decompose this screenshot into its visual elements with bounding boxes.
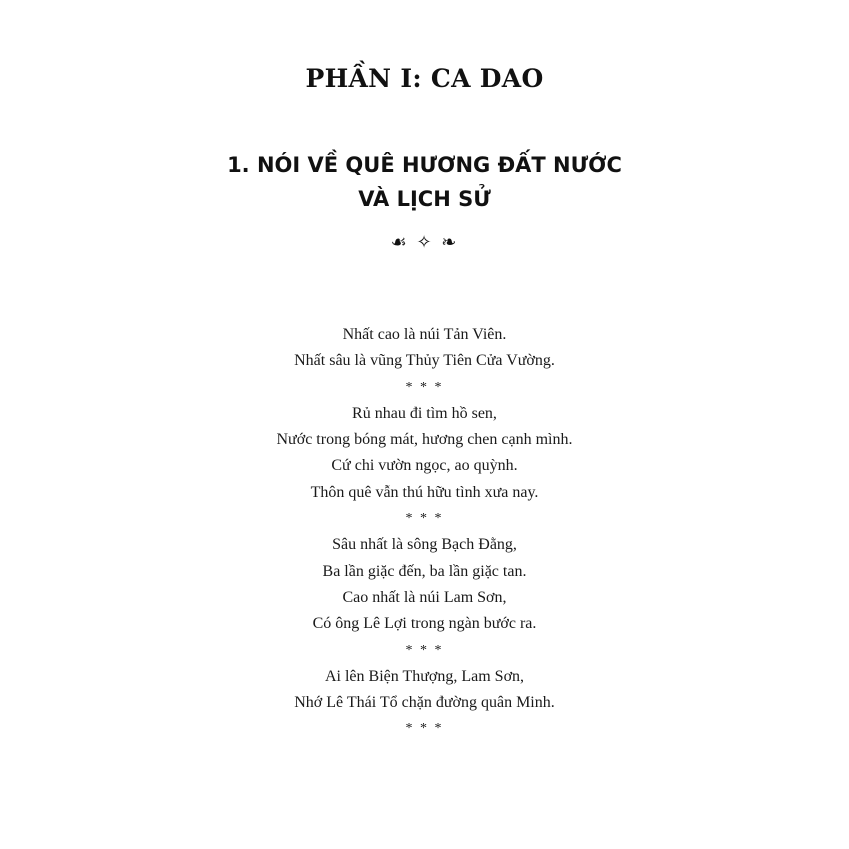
stanza-separator: * * * bbox=[405, 721, 444, 737]
poem-line: Ai lên Biện Thượng, Lam Sơn, bbox=[324, 667, 525, 685]
poem-line: Thôn quê vẫn thú hữu tình xưa nay. bbox=[310, 483, 539, 501]
poem-line: Cứ chi vườn ngọc, ao quỳnh. bbox=[331, 457, 518, 475]
stanza-separator: * * * bbox=[405, 642, 444, 658]
section-title-line-2: VÀ LỊCH SỬ bbox=[358, 187, 491, 211]
poem-line: Nhớ Lê Thái Tổ chặn đường quân Minh. bbox=[294, 694, 555, 712]
poem-line: Rủ nhau đi tìm hồ sen, bbox=[352, 404, 497, 422]
poem-line: Sâu nhất là sông Bạch Đằng, bbox=[332, 536, 517, 554]
stanza-separator: * * * bbox=[405, 511, 444, 527]
stanza-separator: * * * bbox=[405, 379, 444, 395]
part-title: PHẦN I: CA DAO bbox=[305, 64, 544, 93]
section-title bbox=[0, 148, 849, 216]
section-title-line-1: 1. NÓI VỀ QUÊ HƯƠNG ĐẤT NƯỚC bbox=[227, 153, 622, 177]
poem-line: Cao nhất là núi Lam Sơn, bbox=[342, 588, 507, 606]
poem-line: Nhất cao là núi Tản Viên. bbox=[342, 326, 507, 343]
poem-line: Có ông Lê Lợi trong ngàn bước ra. bbox=[312, 615, 537, 633]
poem-line: Nước trong bóng mát, hương chen cạnh mình. bbox=[276, 431, 573, 449]
poem-body bbox=[0, 322, 849, 743]
poem-line: Nhất sâu là vũng Thủy Tiên Cửa Vường. bbox=[294, 352, 555, 370]
poem-line: Ba lần giặc đến, ba lần giặc tan. bbox=[322, 562, 527, 580]
ornament-divider-icon: ☙ ✧ ❧ bbox=[390, 232, 459, 253]
